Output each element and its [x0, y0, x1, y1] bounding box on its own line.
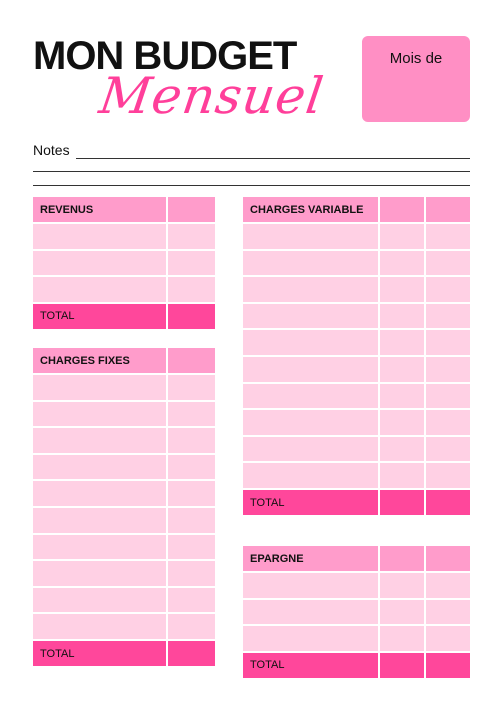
total-value-cell[interactable] [168, 304, 215, 329]
charges-variable-total-row [243, 490, 470, 515]
entry-cell[interactable] [168, 508, 215, 533]
table-row [33, 277, 215, 302]
table-row [243, 573, 470, 598]
table-row [243, 330, 470, 355]
entry-cell[interactable] [426, 437, 470, 462]
notes-line-2[interactable] [33, 171, 470, 172]
header-cell [426, 546, 470, 571]
notes-line-3[interactable] [33, 185, 470, 186]
entry-cell[interactable] [426, 251, 470, 276]
entry-cell[interactable] [243, 304, 378, 329]
entry-cell[interactable] [426, 357, 470, 382]
epargne-header-row [243, 546, 470, 571]
table-row [33, 402, 215, 427]
entry-cell[interactable] [243, 463, 378, 488]
entry-cell[interactable] [380, 600, 424, 625]
table-title: REVENUS [33, 197, 166, 222]
entry-cell[interactable] [168, 481, 215, 506]
entry-cell[interactable] [168, 535, 215, 560]
table-row [243, 224, 470, 249]
header-cell [426, 197, 470, 222]
table-row [33, 535, 215, 560]
entry-cell[interactable] [243, 384, 378, 409]
table-row [243, 463, 470, 488]
entry-cell[interactable] [380, 410, 424, 435]
entry-cell[interactable] [33, 561, 166, 586]
table-row [33, 375, 215, 400]
header-cell [168, 197, 215, 222]
total-value-cell[interactable] [380, 490, 424, 515]
table-title: CHARGES VARIABLE [243, 197, 378, 222]
entry-cell[interactable] [426, 304, 470, 329]
entry-cell[interactable] [243, 277, 378, 302]
table-row [243, 357, 470, 382]
entry-cell[interactable] [426, 384, 470, 409]
entry-cell[interactable] [33, 402, 166, 427]
charges-fixes-total-row [33, 641, 215, 666]
entry-cell[interactable] [426, 277, 470, 302]
entry-cell[interactable] [33, 251, 166, 276]
page-title: MON BUDGET [33, 34, 297, 78]
entry-cell[interactable] [380, 304, 424, 329]
total-label: TOTAL [243, 490, 378, 515]
table-row [243, 304, 470, 329]
entry-cell[interactable] [168, 402, 215, 427]
charges-variable-header-row [243, 197, 470, 222]
entry-cell[interactable] [426, 330, 470, 355]
table-row [33, 481, 215, 506]
entry-cell[interactable] [380, 330, 424, 355]
entry-cell[interactable] [168, 428, 215, 453]
entry-cell[interactable] [33, 224, 166, 249]
notes-line-1[interactable] [76, 158, 470, 159]
table-row [243, 600, 470, 625]
table-title: EPARGNE [243, 546, 378, 571]
entry-cell[interactable] [380, 626, 424, 651]
entry-cell[interactable] [33, 428, 166, 453]
entry-cell[interactable] [168, 588, 215, 613]
entry-cell[interactable] [33, 455, 166, 480]
entry-cell[interactable] [426, 626, 470, 651]
total-label: TOTAL [33, 304, 166, 329]
table-row [243, 437, 470, 462]
entry-cell[interactable] [380, 224, 424, 249]
month-box[interactable] [362, 36, 470, 122]
table-row [243, 384, 470, 409]
entry-cell[interactable] [426, 600, 470, 625]
entry-cell[interactable] [243, 410, 378, 435]
entry-cell[interactable] [426, 410, 470, 435]
notes-label: Notes [33, 142, 70, 158]
entry-cell[interactable] [243, 600, 378, 625]
table-row [33, 455, 215, 480]
epargne-total-row [243, 653, 470, 678]
total-value-cell[interactable] [426, 490, 470, 515]
header-cell [168, 348, 215, 373]
entry-cell[interactable] [33, 277, 166, 302]
entry-cell[interactable] [168, 251, 215, 276]
entry-cell[interactable] [380, 573, 424, 598]
entry-cell[interactable] [168, 375, 215, 400]
entry-cell[interactable] [243, 437, 378, 462]
table-row [33, 588, 215, 613]
entry-cell[interactable] [168, 277, 215, 302]
entry-cell[interactable] [33, 508, 166, 533]
page-subtitle-script: Mensuel [95, 67, 328, 125]
entry-cell[interactable] [426, 463, 470, 488]
entry-cell[interactable] [33, 375, 166, 400]
revenus-total-row [33, 304, 215, 329]
entry-cell[interactable] [33, 481, 166, 506]
total-value-cell[interactable] [426, 653, 470, 678]
table-row [33, 561, 215, 586]
entry-cell[interactable] [168, 224, 215, 249]
entry-cell[interactable] [33, 535, 166, 560]
total-label: TOTAL [243, 653, 378, 678]
table-row [33, 251, 215, 276]
entry-cell[interactable] [243, 224, 378, 249]
total-label: TOTAL [33, 641, 166, 666]
entry-cell[interactable] [243, 626, 378, 651]
table-row [33, 614, 215, 639]
entry-cell[interactable] [380, 437, 424, 462]
table-row [33, 428, 215, 453]
entry-cell[interactable] [426, 224, 470, 249]
table-row [33, 508, 215, 533]
entry-cell[interactable] [33, 588, 166, 613]
table-row [243, 251, 470, 276]
header-cell [380, 546, 424, 571]
entry-cell[interactable] [168, 455, 215, 480]
entry-cell[interactable] [380, 463, 424, 488]
entry-cell[interactable] [380, 251, 424, 276]
entry-cell[interactable] [243, 573, 378, 598]
entry-cell[interactable] [426, 573, 470, 598]
total-value-cell[interactable] [380, 653, 424, 678]
table-title: CHARGES FIXES [33, 348, 166, 373]
total-value-cell[interactable] [168, 641, 215, 666]
charges-fixes-header-row [33, 348, 215, 373]
month-label: Mois de [389, 50, 443, 67]
revenus-header-row [33, 197, 215, 222]
entry-cell[interactable] [380, 357, 424, 382]
entry-cell[interactable] [380, 384, 424, 409]
entry-cell[interactable] [168, 614, 215, 639]
entry-cell[interactable] [243, 251, 378, 276]
entry-cell[interactable] [243, 357, 378, 382]
entry-cell[interactable] [33, 614, 166, 639]
entry-cell[interactable] [243, 330, 378, 355]
entry-cell[interactable] [168, 561, 215, 586]
header-cell [380, 197, 424, 222]
table-row [243, 410, 470, 435]
entry-cell[interactable] [380, 277, 424, 302]
table-row [243, 626, 470, 651]
table-row [243, 277, 470, 302]
table-row [33, 224, 215, 249]
